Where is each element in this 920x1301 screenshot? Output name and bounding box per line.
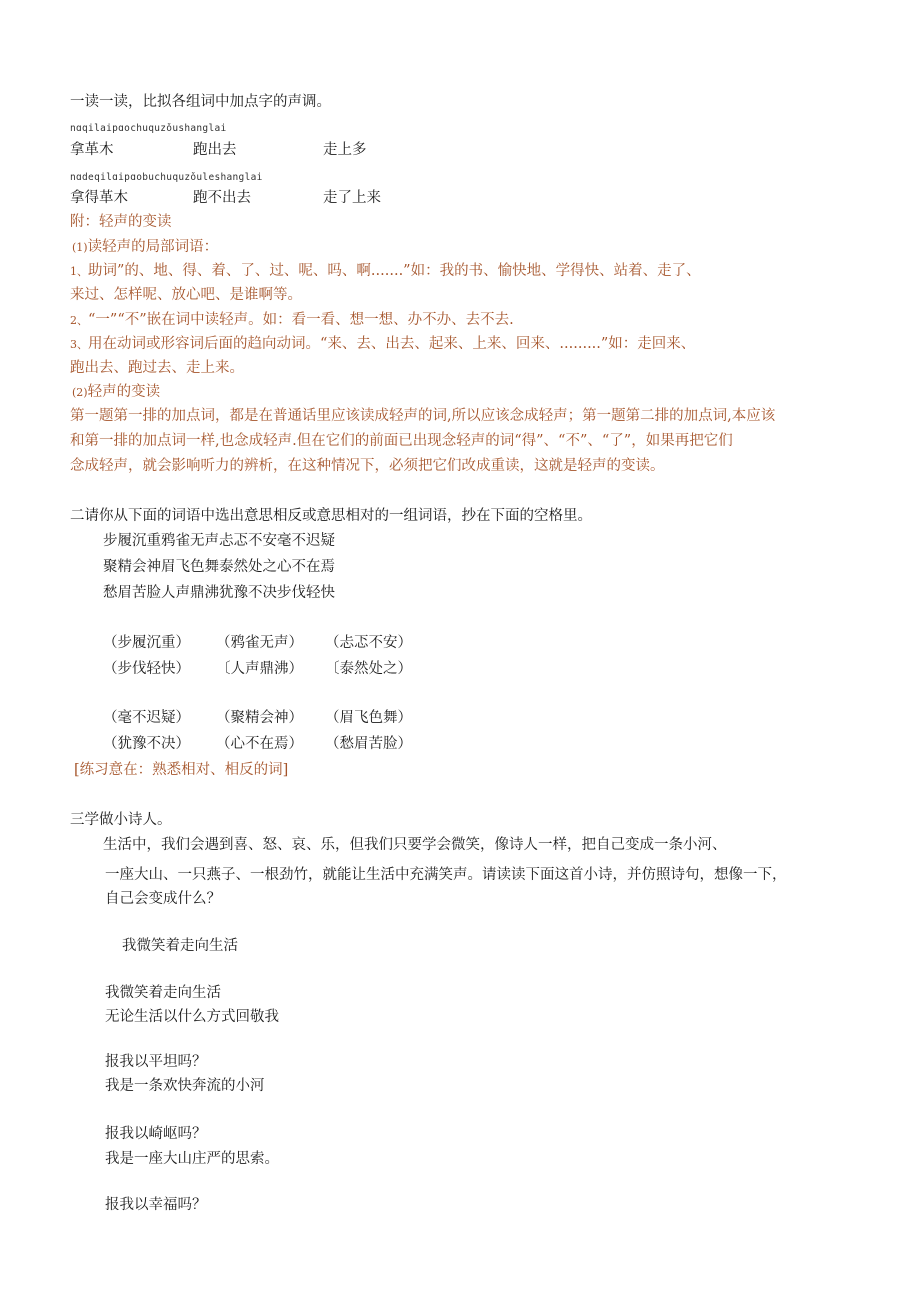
exercise-note: [练习意在：熟悉相对、相反的词]	[74, 762, 289, 778]
answer-cell: （步伐轻快）	[103, 661, 190, 677]
answer-cell: （毫不迟疑）	[103, 710, 190, 726]
poem-line: 报我以平坦吗？	[105, 1054, 207, 1070]
answer-cell: （聚精会神）	[216, 710, 303, 726]
rule-3-text: 用在动词或形容词后面的趋向动词。“来、去、出去、起来、上来、回来、.........”如：走回来、	[88, 336, 696, 352]
answer-cell: 〔泰然处之）	[325, 661, 412, 677]
pinyin-row-2: nɑdeqilɑipɑobuchuquzǒuleshanglai	[70, 172, 263, 183]
rule-2-text: “一”“不”嵌在词中读轻声。如：看一看、想一想、办不办、去不去.	[88, 312, 514, 328]
rule-1-line-1	[70, 261, 701, 282]
answer-cell: 〔人声鼎沸）	[216, 661, 303, 677]
poem-title: 我微笑着走向生活	[122, 938, 238, 954]
word-bank-line-3: 愁眉苦脸人声鼎沸犹豫不决步伐轻快	[103, 585, 335, 601]
subheading-2	[72, 382, 160, 403]
answer-cell: （步履沉重）	[103, 635, 190, 651]
explanation-line-1: 第一题第一排的加点词，都是在普通话里应该读成轻声的词,所以应该念成轻声；第一题第二排的加点词,本应该	[70, 408, 776, 424]
word-group-2-2: 跑不出去	[193, 190, 251, 206]
subheading-1-number: (1)	[72, 241, 88, 254]
intro-line-3: 自己会变成什么？	[105, 891, 221, 907]
subheading-1	[72, 237, 218, 258]
rule-1-line-2: 来过、怎样呢、放心吧、是谁啊等。	[70, 287, 302, 303]
intro-line-2: 一座大山、一只燕子、一根劲竹，就能让生活中充满笑声。请读读下面这首小诗，并仿照诗句，想像一下，	[105, 867, 787, 883]
answer-cell: （心不在焉）	[216, 736, 303, 752]
poem-line: 我是一座大山庄严的思索。	[105, 1151, 279, 1167]
answer-cell: （眉飞色舞）	[325, 710, 412, 726]
poem-line: 无论生活以什么方式回敬我	[105, 1009, 279, 1025]
word-group-1-1: 拿革木	[70, 142, 114, 158]
rule-3-line-1	[70, 334, 695, 355]
word-group-2-1: 拿得革木	[70, 190, 128, 206]
rule-2	[70, 310, 514, 331]
poem-line: 报我以幸福吗？	[105, 1197, 207, 1213]
section1-title: 一读一读，比拟各组词中加点字的声调。	[70, 94, 331, 110]
explanation-line-3: 念成轻声，就会影响听力的辨析，在这种情况下，必须把它们改成重读，这就是轻声的变读。	[70, 458, 665, 474]
answer-cell: （鸦雀无声）	[216, 635, 303, 651]
explanation-line-2: 和第一排的加点词一样,也念成轻声.但在它们的前面已出现念轻声的词“得”、“不”、“了”，如果再把它们	[70, 433, 733, 449]
pinyin-row-1: nɑqilaipɑochuquzǒushanglai	[70, 123, 227, 134]
word-group-1-2: 跑出去	[193, 142, 237, 158]
subheading-2-number: (2)	[72, 386, 88, 399]
answer-cell: （犹豫不决）	[103, 736, 190, 752]
rule-2-number: 2、	[70, 314, 88, 327]
section3-title: 三学做小诗人。	[70, 812, 172, 828]
rule-3-number: 3、	[70, 338, 88, 351]
subheading-1-text: 读轻声的局部词语：	[87, 239, 219, 255]
word-bank-line-2: 聚精会神眉飞色舞泰然处之心不在焉	[103, 559, 335, 575]
poem-line: 我是一条欢快奔流的小河	[105, 1078, 265, 1094]
poem-line: 报我以崎岖吗？	[105, 1126, 207, 1142]
poem-line: 我微笑着走向生活	[105, 985, 221, 1001]
answer-cell: （忐忑不安）	[325, 635, 412, 651]
word-bank-line-1: 步履沉重鸦雀无声忐忑不安毫不迟疑	[103, 533, 335, 549]
rule-1-number: 1、	[70, 265, 88, 278]
subheading-2-text: 轻声的变读	[87, 384, 161, 400]
rule-1-text: 助词”的、地、得、着、了、过、呢、吗、啊.......”如：我的书、愉快地、学得快、站着、走了、	[88, 263, 701, 279]
answer-cell: （愁眉苦脸）	[325, 736, 412, 752]
section2-title: 二请你从下面的词语中选出意思相反或意思相对的一组词语，抄在下面的空格里。	[70, 508, 592, 524]
word-group-1-3: 走上多	[323, 142, 367, 158]
appendix-heading: 附：轻声的变读	[70, 214, 172, 230]
intro-line-1: 生活中，我们会遇到喜、怒、哀、乐，但我们只要学会微笑，像诗人一样，把自己变成一条小河、	[103, 837, 727, 853]
word-group-2-3: 走了上来	[323, 190, 381, 206]
rule-3-line-2: 跑出去、跑过去、走上来。	[70, 360, 244, 376]
